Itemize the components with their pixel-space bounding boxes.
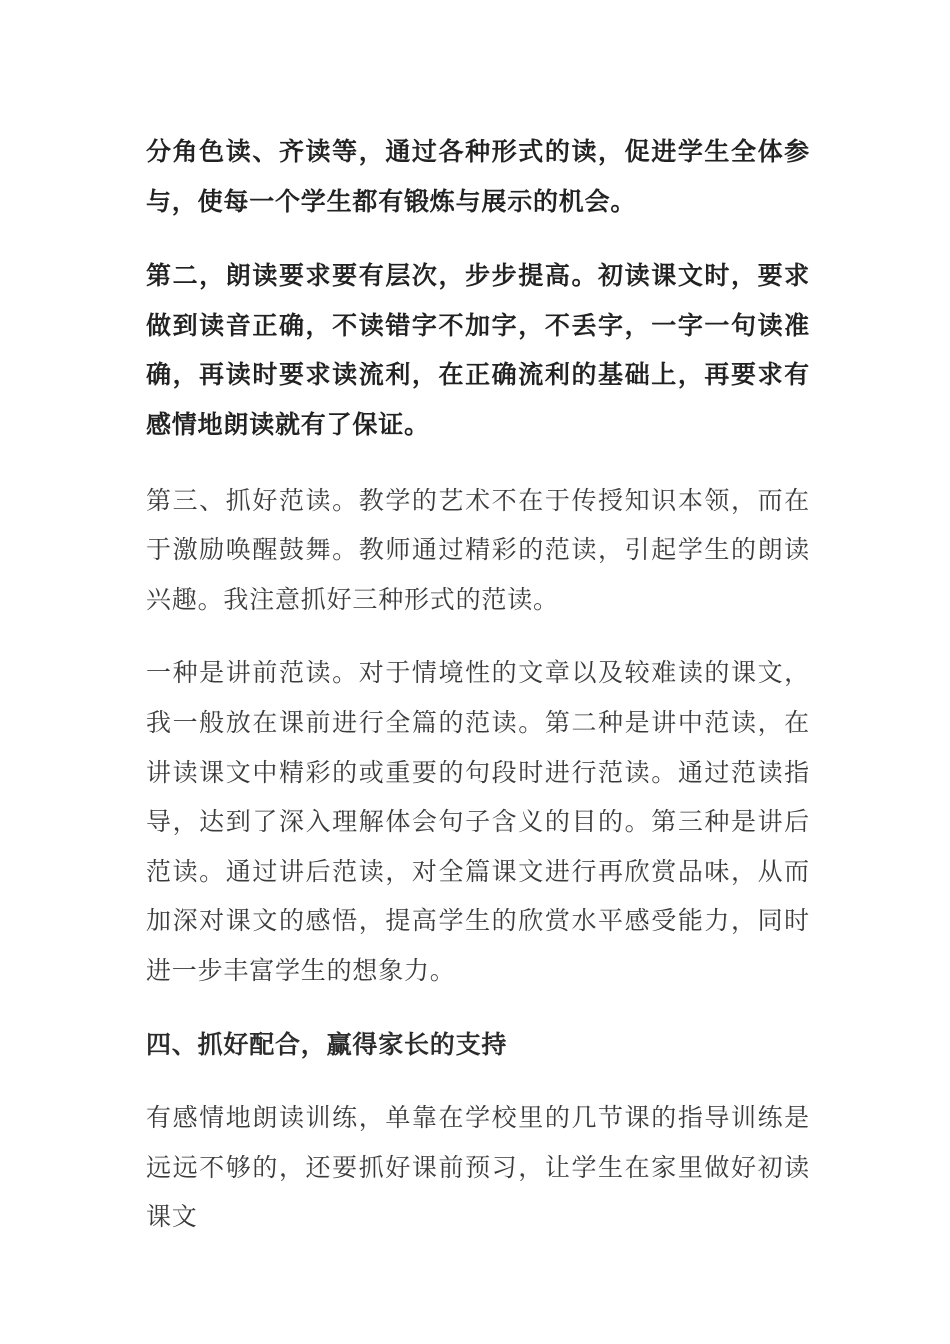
paragraph-reading-forms: 分角色读、齐读等，通过各种形式的读，促进学生全体参与，使每一个学生都有锻炼与展示的机会。 <box>146 137 810 216</box>
section-heading-parent-support: 四、抓好配合，赢得家长的支持 <box>146 1029 508 1059</box>
paragraph-model-reading-types: 一种是讲前范读。对于情境性的文章以及较难读的课文，我一般放在课前进行全篇的范读。第二种是讲中范读，在讲读课文中精彩的或重要的句段时进行范读。通过范读指导，达到了深入理解体会句子含义的目的。第三种是讲后范读。通过讲后范读，对全篇课文进行再欣赏品味，从而加深对课文的感悟，提高学生的欣赏水平感受能力，同时进一步丰富学生的想象力。 <box>146 658 810 985</box>
paragraph-third-point: 第三、抓好范读。教学的艺术不在于传授知识本领，而在于激励唤醒鼓舞。教师通过精彩的范读，引起学生的朗读兴趣。我注意抓好三种形式的范读。 <box>146 485 810 614</box>
paragraph-home-practice: 有感情地朗读训练，单靠在学校里的几节课的指导训练是远远不够的，还要抓好课前预习，让学生在家里做好初读课文 <box>146 1103 810 1232</box>
document-page <box>146 127 810 1242</box>
paragraph-second-point: 第二，朗读要求要有层次，步步提高。初读课文时，要求做到读音正确，不读错字不加字，不丢字，一字一句读准确，再读时要求读流利，在正确流利的基础上，再要求有感情地朗读就有了保证。 <box>146 261 810 439</box>
